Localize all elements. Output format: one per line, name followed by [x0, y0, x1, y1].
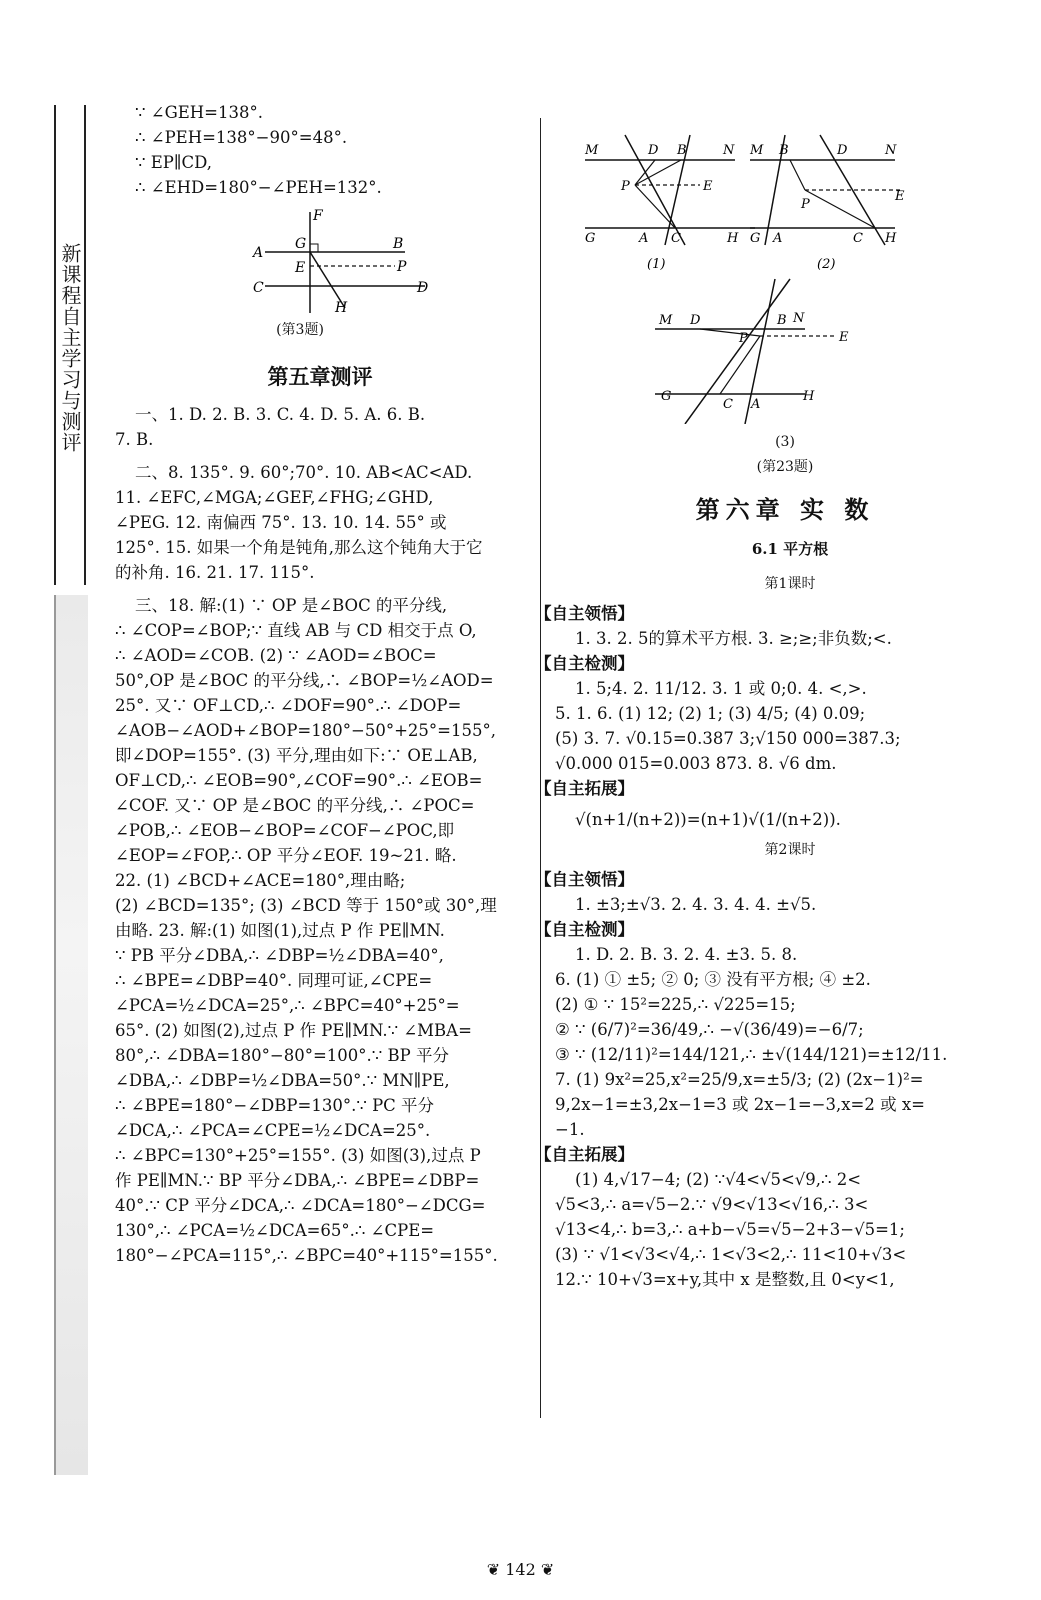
text-line: OF⊥CD,∴ ∠EOB=90°,∠COF=90°.∴ ∠EOB= — [115, 771, 483, 790]
text-line: 22. (1) ∠BCD+∠ACE=180°,理由略; — [115, 871, 406, 890]
figure-label: (2) — [817, 257, 836, 270]
text-line: 5. 1. 6. (1) 12; (2) 1; (3) 4/5; (4) 0.09; — [555, 704, 866, 723]
svg-text:C: C — [723, 397, 733, 412]
svg-text:M: M — [585, 143, 599, 158]
figure-3 — [245, 208, 445, 318]
figure-label: (1) — [647, 257, 666, 270]
svg-text:D: D — [690, 313, 701, 328]
svg-text:G: G — [661, 389, 672, 404]
text-line: −1. — [555, 1120, 585, 1139]
text-line: 11. ∠EFC,∠MGA;∠GEF,∠FHG;∠GHD, — [115, 488, 434, 507]
lesson-title: 第2课时 — [764, 842, 816, 858]
text-line: 7. B. — [115, 430, 154, 449]
text-line: ∴ ∠AOD=∠COB. (2) ∵ ∠AOD=∠BOC= — [115, 646, 437, 665]
svg-text:N: N — [723, 143, 735, 158]
svg-text:H: H — [885, 231, 897, 246]
svg-text:G: G — [295, 236, 307, 252]
svg-text:E: E — [895, 189, 905, 204]
svg-text:F: F — [313, 208, 323, 224]
svg-text:N: N — [885, 143, 897, 158]
text-line: ∵ PB 平分∠DBA,∴ ∠DBP=½∠DBA=40°, — [115, 946, 444, 965]
text-line: (3) ∵ √1<√3<√4,∴ 1<√3<2,∴ 11<10+√3< — [555, 1245, 907, 1264]
chapter-5-title: 第五章测评 — [267, 365, 373, 389]
text-line: 65°. (2) 如图(2),过点 P 作 PE∥MN.∵ ∠MBA= — [115, 1021, 472, 1040]
text-line: ∠AOB−∠AOD+∠BOP=180°−50°+25°=155°, — [115, 721, 496, 740]
sidebar-decoration — [54, 595, 88, 1475]
svg-text:H: H — [727, 231, 739, 246]
text-line: 80°,∴ ∠DBA=180°−80°=100°.∵ BP 平分 — [115, 1046, 449, 1065]
text-line: 6. (1) ① ±5; ② 0; ③ 没有平方根; ④ ±2. — [555, 970, 871, 989]
text-line: 40°.∵ CP 平分∠DCA,∴ ∠DCA=180°−∠DCG= — [115, 1196, 486, 1215]
right-column — [535, 130, 1025, 1292]
sidebar-band — [38, 105, 98, 1485]
text-line: ∴ ∠BPE=180°−∠DBP=130°.∵ PC 平分 — [115, 1096, 435, 1115]
text-line: 由略. 23. 解:(1) 如图(1),过点 P 作 PE∥MN. — [115, 921, 445, 940]
figure-label: (3) — [775, 434, 795, 450]
figure-23-1-2 — [555, 130, 1015, 270]
text-line: 25°. 又∵ OF⊥CD,∴ ∠DOF=90°.∴ ∠DOP= — [115, 696, 462, 715]
text-line: (2) ∠BCD=135°; (3) ∠BCD 等于 150°或 30°,理 — [115, 896, 497, 915]
svg-text:B: B — [393, 236, 404, 252]
svg-text:G: G — [750, 231, 761, 246]
svg-text:A: A — [773, 231, 783, 246]
text-line: ∠POB,∴ ∠EOB−∠BOP=∠COF−∠POC,即 — [115, 821, 455, 840]
text-line: ∴ ∠PEH=138°−90°=48°. — [135, 128, 348, 147]
text-line: ∠COF. 又∵ OP 是∠BOC 的平分线,∴ ∠POC= — [115, 796, 475, 815]
svg-text:N: N — [793, 311, 805, 326]
svg-text:D: D — [417, 280, 429, 296]
text-line: 180°−∠PCA=115°,∴ ∠BPC=40°+115°=155°. — [115, 1246, 498, 1265]
text-line: ∴ ∠EHD=180°−∠PEH=132°. — [135, 178, 382, 197]
svg-text:E: E — [295, 260, 306, 276]
svg-text:C: C — [853, 231, 863, 246]
lesson-title: 第1课时 — [764, 576, 816, 592]
leaf-ornament-icon: ❦ — [540, 1560, 555, 1579]
section-heading: 【自主检测】 — [535, 654, 634, 673]
text-line: 12.∵ 10+√3=x+y,其中 x 是整数,且 0<y<1, — [555, 1270, 895, 1289]
text-line: 125°. 15. 如果一个角是钝角,那么这个钝角大于它 — [115, 538, 483, 557]
text-line: 1. 3. 2. 5的算术平方根. 3. ≥;≥;非负数;<. — [575, 629, 892, 648]
section-heading: 【自主拓展】 — [535, 779, 634, 798]
text-line: √5<3,∴ a=√5−2.∵ √9<√13<√16,∴ 3< — [555, 1195, 869, 1214]
svg-text:E: E — [703, 179, 713, 194]
section-heading: 【自主拓展】 — [535, 1145, 634, 1164]
sidebar-rule-left — [54, 105, 56, 585]
figure-caption: (第3题) — [276, 322, 324, 338]
sidebar-rule-right — [84, 105, 86, 585]
svg-text:A: A — [639, 231, 649, 246]
svg-text:B: B — [779, 143, 789, 158]
svg-text:B: B — [777, 313, 787, 328]
svg-text:P: P — [397, 259, 407, 275]
text-line: 三、18. 解:(1) ∵ OP 是∠BOC 的平分线, — [135, 596, 448, 615]
text-line: 即∠DOP=155°. (3) 平分,理由如下:∵ OE⊥AB, — [115, 746, 478, 765]
svg-text:H: H — [335, 300, 348, 316]
text-line: ∵ ∠GEH=138°. — [135, 103, 263, 122]
section-heading: 【自主检测】 — [535, 920, 634, 939]
text-line: ∴ ∠BPC=130°+25°=155°. (3) 如图(3),过点 P — [115, 1146, 481, 1165]
text-line: 一、1. D. 2. B. 3. C. 4. D. 5. A. 6. B. — [135, 405, 426, 424]
svg-text:B: B — [677, 143, 687, 158]
text-line: 二、8. 135°. 9. 60°;70°. 10. AB<AC<AD. — [135, 463, 473, 482]
text-line: 7. (1) 9x²=25,x²=25/9,x=±5/3; (2) (2x−1)²= — [555, 1070, 924, 1089]
text-line: ∠PCA=½∠DCA=25°,∴ ∠BPC=40°+25°= — [115, 996, 460, 1015]
book-title: 新课程自主学习与测评 — [58, 243, 82, 453]
text-line: ∵ EP∥CD, — [135, 153, 213, 172]
page-footer — [0, 1560, 1041, 1579]
text-line: √0.000 015=0.003 873. 8. √6 dm. — [555, 754, 837, 773]
text-line: 130°,∴ ∠PCA=½∠DCA=65°.∴ ∠CPE= — [115, 1221, 435, 1240]
text-line: ∴ ∠BPE=∠DBP=40°. 同理可证,∠CPE= — [115, 971, 433, 990]
text-line: ③ ∵ (12/11)²=144/121,∴ ±√(144/121)=±12/11. — [555, 1045, 948, 1064]
text-line: ∠EOP=∠FOP,∴ OP 平分∠EOF. 19~21. 略. — [115, 846, 457, 865]
text-line: ∠DBA,∴ ∠DBP=½∠DBA=50°.∵ MN∥PE, — [115, 1071, 450, 1090]
text-line: 1. ±3;±√3. 2. 4. 3. 4. 4. ±√5. — [575, 895, 817, 914]
text-line: (5) 3. 7. √0.15=0.387 3;√150 000=387.3; — [555, 729, 901, 748]
text-line: (2) ① ∵ 15²=225,∴ √225=15; — [555, 995, 796, 1014]
text-line: √13<4,∴ b=3,∴ a+b−√5=√5−2+3−√5=1; — [555, 1220, 905, 1239]
svg-text:A: A — [253, 245, 264, 261]
section-heading: 【自主领悟】 — [535, 604, 634, 623]
text-line: 作 PE∥MN.∵ BP 平分∠DBA,∴ ∠BPE=∠DBP= — [115, 1171, 480, 1190]
page-number: 142 — [505, 1560, 536, 1579]
text-line: ② ∵ (6/7)²=36/49,∴ −√(36/49)=−6/7; — [555, 1020, 864, 1039]
text-line: ∠PEG. 12. 南偏西 75°. 13. 10. 14. 55° 或 — [115, 513, 447, 532]
leaf-ornament-icon: ❦ — [486, 1560, 506, 1579]
svg-text:P: P — [739, 331, 748, 346]
svg-text:P: P — [801, 197, 810, 212]
svg-text:P: P — [621, 179, 630, 194]
svg-text:E: E — [839, 330, 849, 345]
svg-text:A: A — [751, 397, 761, 412]
section-heading: 【自主领悟】 — [535, 870, 634, 889]
figure-caption: (第23题) — [756, 459, 814, 475]
left-column — [115, 100, 525, 1268]
svg-text:G: G — [585, 231, 596, 246]
svg-text:M: M — [750, 143, 764, 158]
text-line: (1) 4,√17−4; (2) ∵√4<√5<√9,∴ 2< — [575, 1170, 862, 1189]
text-line: √(n+1/(n+2))=(n+1)√(1/(n+2)). — [575, 810, 841, 829]
text-line: 50°,OP 是∠BOC 的平分线,∴ ∠BOP=½∠AOD= — [115, 671, 494, 690]
column-divider — [540, 118, 541, 1418]
text-line: ∠DCA,∴ ∠PCA=∠CPE=½∠DCA=25°. — [115, 1121, 431, 1140]
svg-text:D: D — [648, 143, 659, 158]
svg-text:M: M — [659, 313, 673, 328]
text-line: 的补角. 16. 21. 17. 115°. — [115, 563, 315, 582]
figure-23-3 — [555, 274, 1015, 424]
text-line: ∴ ∠COP=∠BOP;∵ 直线 AB 与 CD 相交于点 O, — [115, 621, 477, 640]
chapter-6-title: 第六章 实 数 — [695, 496, 875, 524]
svg-text:C: C — [671, 231, 681, 246]
svg-text:H: H — [803, 389, 815, 404]
svg-text:D: D — [837, 143, 848, 158]
text-line: 9,2x−1=±3,2x−1=3 或 2x−1=−3,x=2 或 x= — [555, 1095, 925, 1114]
text-line: 1. 5;4. 2. 11/12. 3. 1 或 0;0. 4. <,>. — [575, 679, 867, 698]
section-title: 6.1 平方根 — [751, 540, 829, 558]
text-line: 1. D. 2. B. 3. 2. 4. ±3. 5. 8. — [575, 945, 798, 964]
svg-text:C: C — [253, 280, 264, 296]
